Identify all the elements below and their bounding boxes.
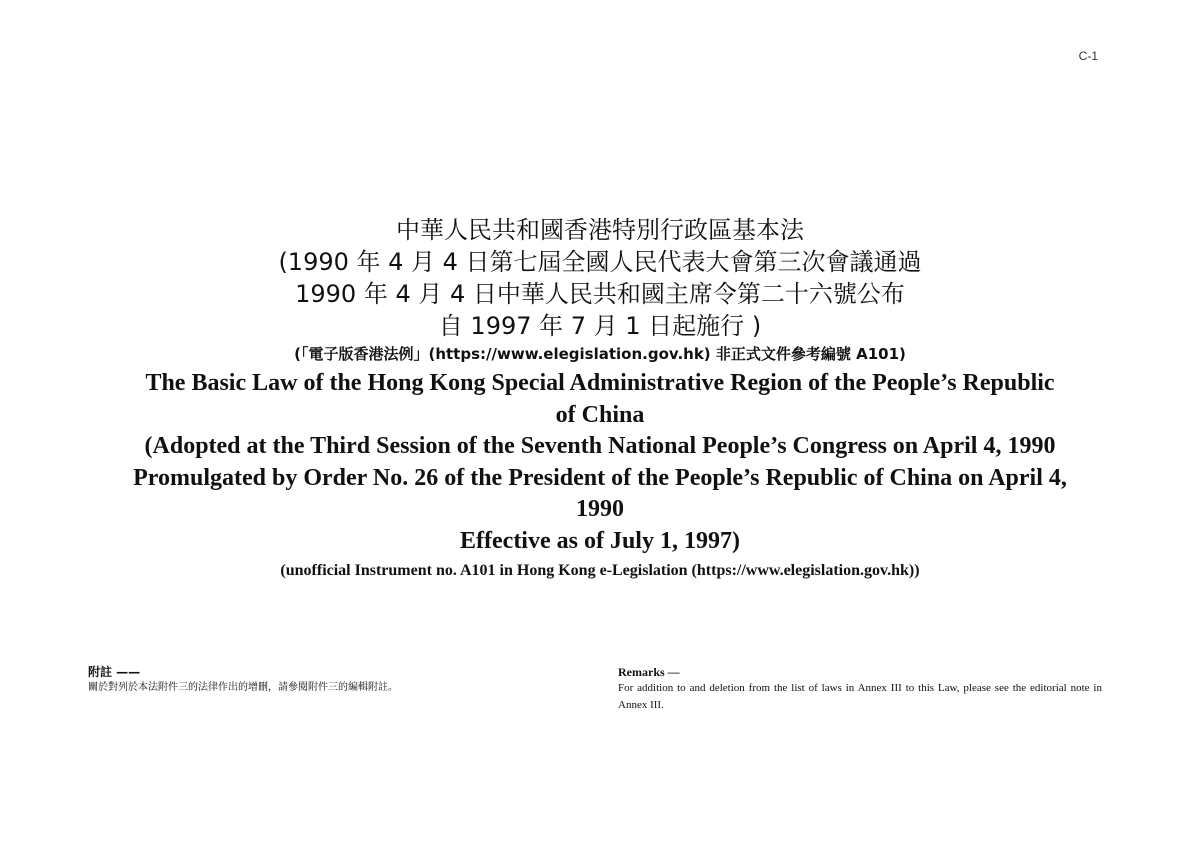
title-zh-reference: (「電子版香港法例」(https://www.elegislation.gov.hk) 非正式文件參考編號 A101) — [294, 345, 906, 363]
title-zh-line-2: (1990 年 4 月 4 日第七屆全國人民代表大會第三次會議通過 — [278, 248, 922, 276]
remarks-en — [618, 664, 1102, 714]
title-zh-line-4: 自 1997 年 7 月 1 日起施行 ) — [438, 312, 762, 340]
remarks-en-heading: Remarks — — [618, 665, 680, 679]
remarks-zh-heading: 附註 —— — [88, 665, 141, 679]
remarks-en-body: For addition to and deletion from the list of laws in Annex III to this Law, please see the editorial note in Annex III. — [618, 682, 1102, 711]
title-en-line-3: (Adopted at the Third Session of the Seventh National People’s Congress on April 4, 1990 — [144, 433, 1056, 459]
page-number: C-1 — [1078, 49, 1098, 63]
title-en-line-5: 1990 — [576, 496, 624, 522]
title-en-line-2: of China — [555, 401, 645, 428]
title-en-reference: (unofficial Instrument no. A101 in Hong Kong e-Legislation (https://www.elegislation.gov.hk)) — [280, 562, 920, 579]
title-en-line-4: Promulgated by Order No. 26 of the President of the People’s Republic of China on April 4, — [133, 464, 1067, 491]
title-zh-line-3: 1990 年 4 月 4 日中華人民共和國主席令第二十六號公布 — [295, 280, 905, 308]
title-en-block — [90, 368, 1110, 583]
remarks-zh — [88, 664, 558, 696]
title-block — [90, 214, 1110, 583]
title-en-line-1: The Basic Law of the Hong Kong Special Administrative Region of the People’s Republic — [145, 370, 1055, 396]
title-en-line-6: Effective as of July 1, 1997) — [460, 527, 740, 554]
remarks-zh-body: 關於對列於本法附件三的法律作出的增刪，請參閱附件三的編輯附註。 — [88, 682, 398, 693]
title-zh-line-1: 中華人民共和國香港特別行政區基本法 — [396, 216, 804, 244]
